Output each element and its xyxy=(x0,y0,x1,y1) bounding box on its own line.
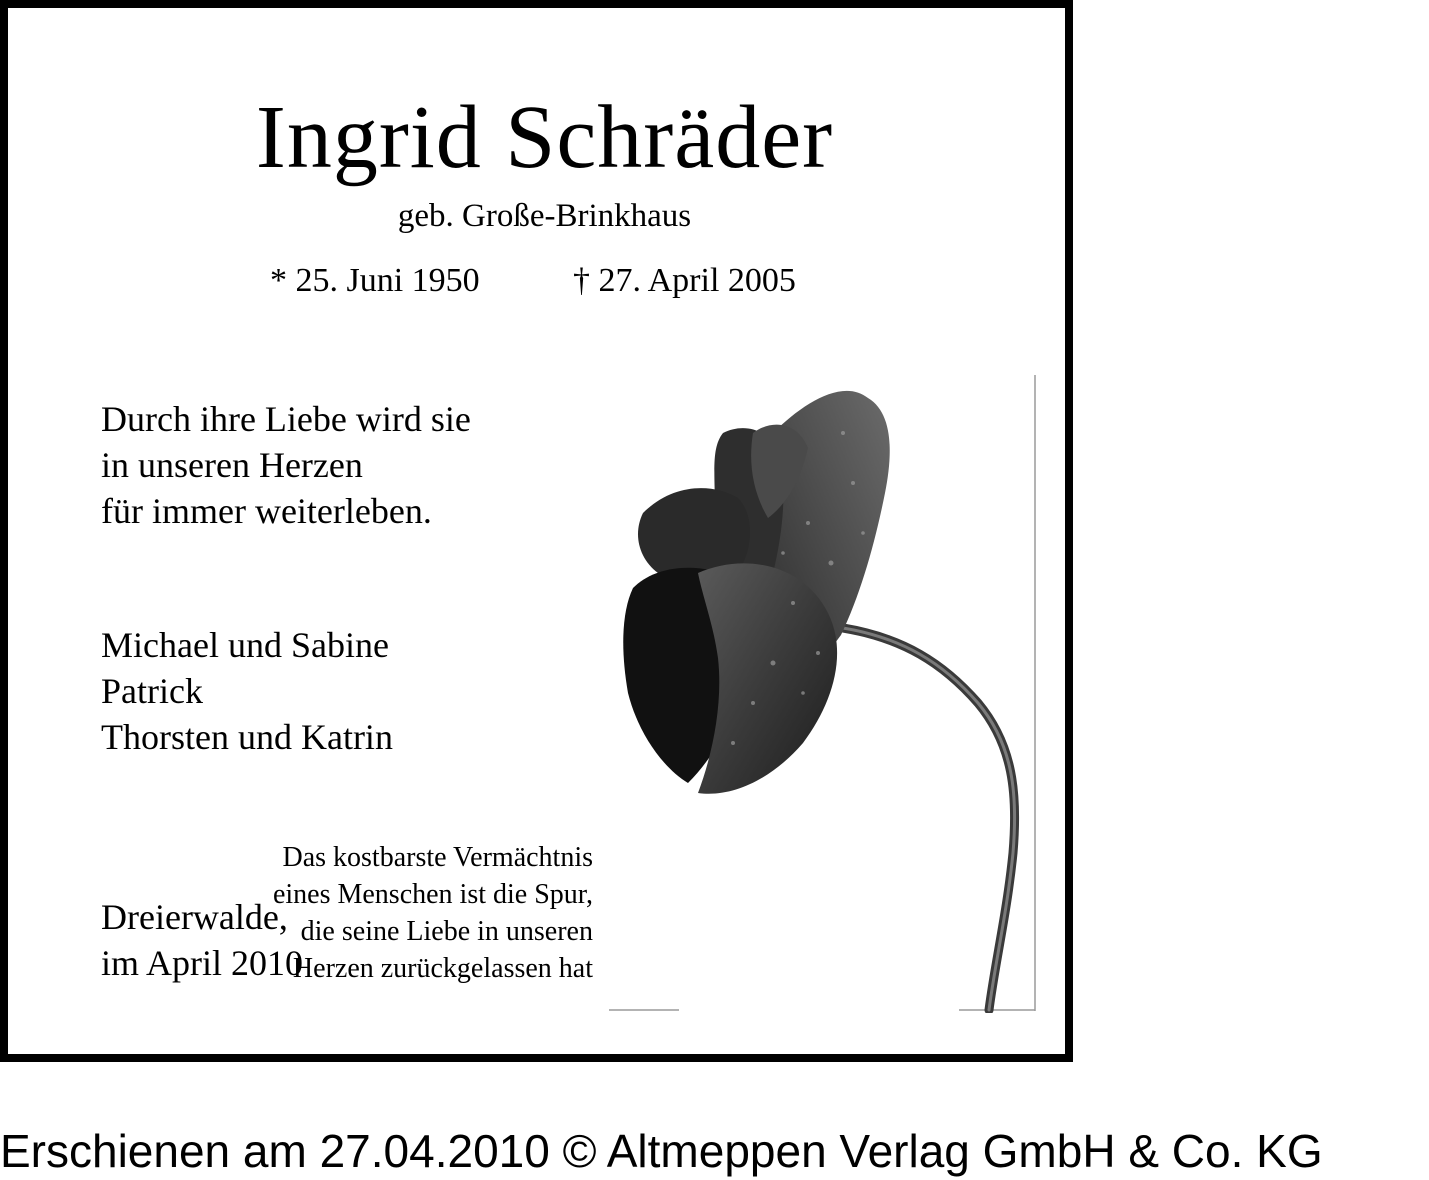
memorial-quote xyxy=(273,839,593,987)
mourner-line: Thorsten und Katrin xyxy=(101,717,393,757)
verse-line: für immer weiterleben. xyxy=(101,491,432,531)
publication-credit: Erschienen am 27.04.2010 © Altmeppen Verlag GmbH & Co. KG xyxy=(0,1125,1323,1177)
maiden-name: geb. Große-Brinkhaus xyxy=(397,198,692,234)
quote-line: Das kostbarste Vermächtnis xyxy=(282,842,593,873)
date-line: im April 2010 xyxy=(101,943,304,983)
quote-line: die seine Liebe in unseren xyxy=(300,916,593,947)
birth-date: * 25. Juni 1950 xyxy=(270,262,480,299)
death-date: † 27. April 2005 xyxy=(573,262,796,299)
memorial-verse xyxy=(101,396,471,534)
deceased-name: Ingrid Schräder xyxy=(255,88,834,187)
mourner-line: Michael und Sabine xyxy=(101,625,389,665)
verse-line: in unseren Herzen xyxy=(101,445,363,485)
place-line: Dreierwalde, xyxy=(101,897,288,937)
mourners-list xyxy=(101,622,393,760)
poppy-flower-photo xyxy=(603,373,1039,1013)
verse-line: Durch ihre Liebe wird sie xyxy=(101,399,471,439)
quote-line: eines Menschen ist die Spur, xyxy=(272,879,593,910)
mourner-line: Patrick xyxy=(101,671,203,711)
quote-line: Herzen zurückgelassen hat xyxy=(292,953,593,984)
